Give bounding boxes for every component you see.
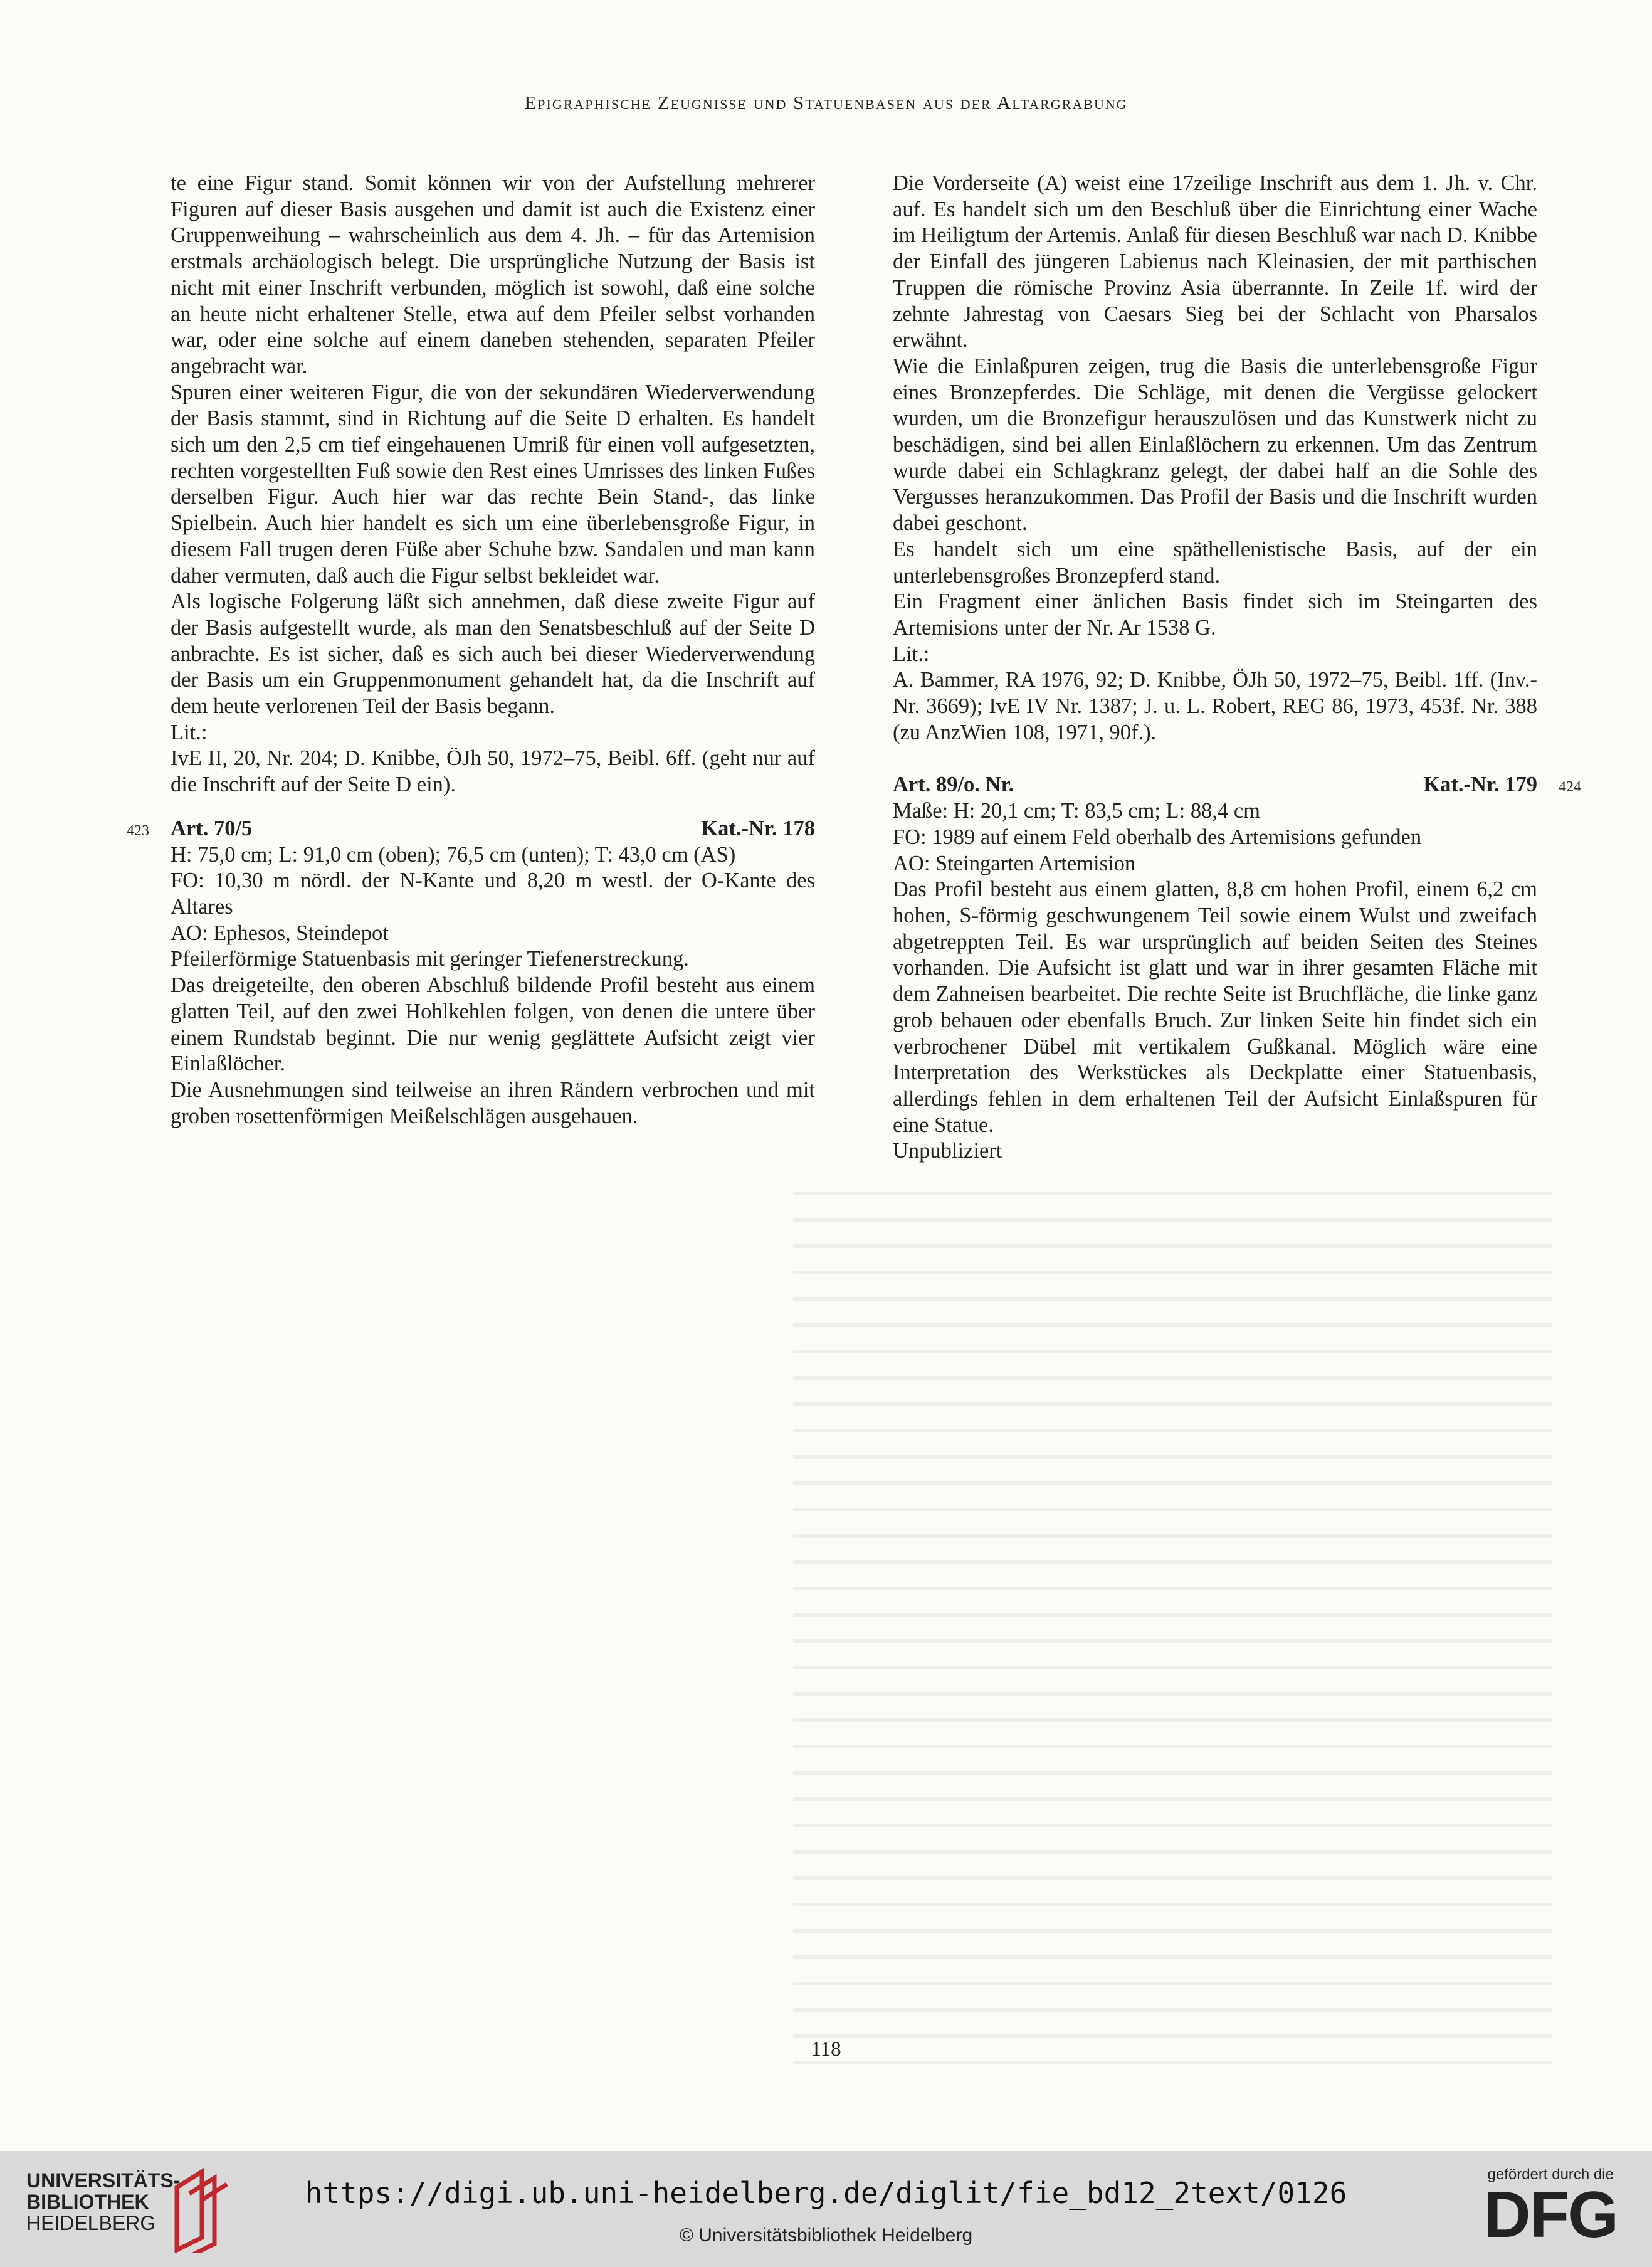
- paragraph: Lit.:: [893, 642, 930, 666]
- catalog-number: Kat.-Nr. 179: [1423, 773, 1537, 797]
- right-pre: [893, 171, 1537, 746]
- paragraph: Die Ausnehmungen sind teilweise an ihren Rändern verbrochen und mit groben rosettenförmigen Meißelschlägen ausgehauen.: [171, 1077, 815, 1128]
- paragraph: Unpubliziert: [893, 1139, 1002, 1163]
- paragraph: AO: Steingarten Artemision: [893, 851, 1136, 875]
- show-through-text: [793, 1192, 1552, 2069]
- ub-heidelberg-logo[interactable]: UNIVERSITÄTS- BIBLIOTHEK HEIDELBERG: [26, 2169, 181, 2234]
- left-pre: [171, 171, 815, 798]
- viewer-footer: [0, 2151, 1652, 2267]
- right-entry-body: [893, 798, 1537, 1165]
- paragraph: IvE II, 20, Nr. 204; D. Knibbe, ÖJh 50, 1972–75, Beibl. 6ff. (geht nur auf die Inschrift auf der Seite D ein).: [171, 746, 815, 797]
- margin-number: 423: [127, 822, 149, 839]
- right-column: [893, 171, 1581, 1165]
- article-number: Art. 70/5: [171, 816, 253, 840]
- catalog-entry-heading: [893, 772, 1581, 798]
- paragraph: Die Vorderseite (A) weist eine 17zeilige Inschrift aus dem 1. Jh. v. Chr. auf. Es handelt sich um den Beschluß über die Einrichtung einer Wache im Heiligtum der Artemis. Anlaß für diesen Beschluß war nach D. Knibbe der Einfall des jüngeren Labienus nach Kleinasien, der mit parthischen Truppen die römische Provinz Asia überrannte. In Zeile 1f. wird der zehnte Jahrestag von Caesars Sieg bei der Schlacht von Pharsalos erwähnt.: [893, 171, 1537, 352]
- paragraph: Das dreigeteilte, den oberen Abschluß bildende Profil besteht aus einem glatten Teil, auf den zwei Hohlkehlen folgen, von denen die untere über einem Rundstab beginnt. Die nur wenig geglättete Aufsicht zeigt vier Einlaßlöcher.: [171, 973, 815, 1076]
- left-entry-body: [171, 842, 815, 1130]
- document-url-link[interactable]: https://digi.ub.uni-heidelberg.de/diglit/fie_bd12_2text/0126: [305, 2176, 1347, 2210]
- paragraph: Pfeilerförmige Statuenbasis mit geringer Tiefenerstreckung.: [171, 947, 689, 971]
- paragraph: Es handelt sich um eine späthellenistische Basis, auf der ein unterlebensgroßes Bronzepferd stand.: [893, 537, 1537, 588]
- paragraph: FO: 10,30 m nördl. der N-Kante und 8,20 m westl. der O-Kante des Altares: [171, 869, 815, 919]
- catalog-number: Kat.-Nr. 178: [701, 816, 815, 840]
- copyright-text: © Universitätsbibliothek Heidelberg: [679, 2225, 973, 2246]
- article-number: Art. 89/o. Nr.: [893, 773, 1014, 797]
- paragraph: Lit.:: [171, 720, 208, 744]
- paragraph: A. Bammer, RA 1976, 92; D. Knibbe, ÖJh 50, 1972–75, Beibl. 1ff. (Inv.- Nr. 3669); IvE IV Nr. 1387; J. u. L. Robert, REG 86, 1973, 453f. Nr. 388 (zu AnzWien 108, 1971, 90f.).: [893, 668, 1537, 744]
- paragraph: Das Profil besteht aus einem glatten, 8,8 cm hohen Profil, einem 6,2 cm hohen, S-förmig geschwungenem Teil sowie einem Wulst und zweifach abgetreppten Teil. Es war ursprünglich auf beiden Seiten des Steines vorhanden. Die Aufsicht ist glatt und war in ihrer gesamten Fläche mit dem Zahneisen bearbeitet. Die rechte Seite ist Bruchfläche, die linke ganz grob behauen oder ebenfalls Bruch. Zur linken Seite hin findet sich ein verbrochener Dübel mit vertikalem Gußkanal. Möglich wäre eine Interpretation des Werkstückes als Deckplatte einer Statuenbasis, allerdings fehlen in dem erhaltenen Teil der Aufsicht Einlaßspuren für eine Statue.: [893, 877, 1537, 1137]
- running-header: Epigraphische Zeugnisse und Statuenbasen aus der Altargrabung: [524, 92, 1128, 114]
- paragraph: te eine Figur stand. Somit können wir von der Aufstellung mehrerer Figuren auf dieser Basis ausgehen und damit ist auch die Existenz einer Gruppenweihung – wahrscheinlich aus dem 4. Jh. – für das Artemision erstmals archäologisch belegt. Die ursprüngliche Nutzung der Basis ist nicht mit einer Inschrift verbunden, möglich ist sowohl, daß eine solche an heute nicht erhaltener Stelle, etwa auf dem Pfeiler selbst vorhanden war, oder eine solche auf einem daneben stehenden, separaten Pfeiler angebracht war.: [171, 171, 815, 378]
- catalog-entry-heading: [127, 816, 815, 842]
- paragraph: Wie die Einlaßpuren zeigen, trug die Basis die unterlebensgroße Figur eines Bronzepferdes. Die Schläge, mit denen die Vergüsse gelockert wurden, um die Bronzefigur herauszulösen und das Kunstwerk nicht zu beschädigen, sind bei allen Einlaßlöchern zu erkennen. Um das Zentrum wurde dabei ein Schlagkranz gelegt, der dabei half an die Sohle des Vergusses heranzukommen. Das Profil der Basis und die Inschrift wurden dabei geschont.: [893, 354, 1537, 536]
- paragraph: Ein Fragment einer änlichen Basis findet sich im Steingarten des Artemisions unter der Nr. Ar 1538 G.: [893, 589, 1537, 640]
- paragraph: Spuren einer weiteren Figur, die von der sekundären Wiederverwendung der Basis stammt, sind in Richtung auf die Seite D erhalten. Es handelt sich um den 2,5 cm tief eingehauenen Umriß für einen voll aufgesetzten, rechten vorgestellten Fuß sowie den Rest eines Umrisses des linken Fußes derselben Figur. Auch hier war das rechte Bein Stand-, das linke Spielbein. Auch hier handelt es sich um eine überlebensgroße Figur, in diesem Fall trugen deren Füße aber Schuhe bzw. Sandalen und man kann daher vermuten, daß auch die Figur selbst bekleidet war.: [171, 380, 815, 588]
- paragraph: H: 75,0 cm; L: 91,0 cm (oben); 76,5 cm (unten); T: 43,0 cm (AS): [171, 842, 736, 867]
- margin-number: 424: [1559, 779, 1581, 796]
- dfg-funding-logo[interactable]: gefördert durch die DFG: [1483, 2166, 1618, 2251]
- paragraph: Als logische Folgerung läßt sich annehmen, daß diese zweite Figur auf der Basis aufgestellt wurde, als man den Senatsbeschluß auf der Seite D anbrachte. Es ist sicher, daß es sich auch bei dieser Wiederverwendung der Basis um ein Gruppenmonument gehandelt hat, da die Inschrift auf dem heute verlorenen Teil der Basis begann.: [171, 589, 815, 719]
- page-number: 118: [811, 2038, 841, 2061]
- paragraph: Maße: H: 20,1 cm; T: 83,5 cm; L: 88,4 cm: [893, 799, 1260, 823]
- paragraph: FO: 1989 auf einem Feld oberhalb des Artemisions gefunden: [893, 825, 1422, 849]
- paragraph: AO: Ephesos, Steindepot: [171, 921, 389, 945]
- left-column: [127, 171, 815, 1129]
